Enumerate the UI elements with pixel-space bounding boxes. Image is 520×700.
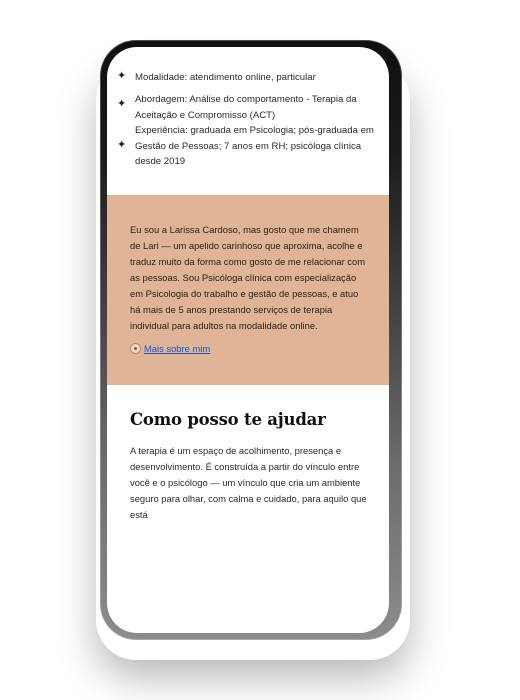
more-about-me-label: Mais sobre mim bbox=[144, 342, 211, 354]
sparkle-icon: ✦ bbox=[117, 139, 127, 151]
more-about-me-link[interactable] bbox=[130, 341, 210, 355]
sparkle-icon: ✦ bbox=[117, 98, 127, 110]
list-item-experiencia bbox=[117, 123, 375, 170]
list-item-abordagem bbox=[117, 92, 375, 123]
help-section-text: A terapia é um espaço de acolhimento, presença e desenvolvimento. É construída a partir do vínculo entre você e o psicólogo — um vínculo que cria um ambiente seguro para olhar, com calma e cuidado, para aquilo que está bbox=[130, 445, 367, 520]
dot-circle-icon bbox=[130, 343, 141, 354]
help-section-title: Como posso te ajudar bbox=[130, 410, 326, 429]
list-item-text: Modalidade: atendimento online, particular bbox=[135, 72, 316, 83]
about-text: Eu sou a Larissa Cardoso, mas gosto que me chamem de Lari — um apelido carinhoso que aproxima, acolhe e traduz muito da forma como gosto de me relacionar com as pessoas. Sou Psicóloga clínica com especialização em Psicologia do trabalho e gestão de pessoas, e atuo há mais de 5 anos prestando serviços de terapia individual para adultos na modalidade online. bbox=[130, 224, 366, 331]
phone-screen[interactable] bbox=[107, 47, 389, 633]
sparkle-icon: ✦ bbox=[117, 70, 127, 82]
about-section bbox=[107, 195, 389, 385]
list-item-modalidade bbox=[117, 70, 375, 86]
list-item-text: Experiência: graduada em Psicologia; pós-graduada em Gestão de Pessoas; 7 anos em RH; psicóloga clínica desde 2019 bbox=[135, 125, 374, 167]
list-item-text: Abordagem: Análise do comportamento - Terapia da Aceitação e Compromisso (ACT) bbox=[135, 94, 357, 121]
